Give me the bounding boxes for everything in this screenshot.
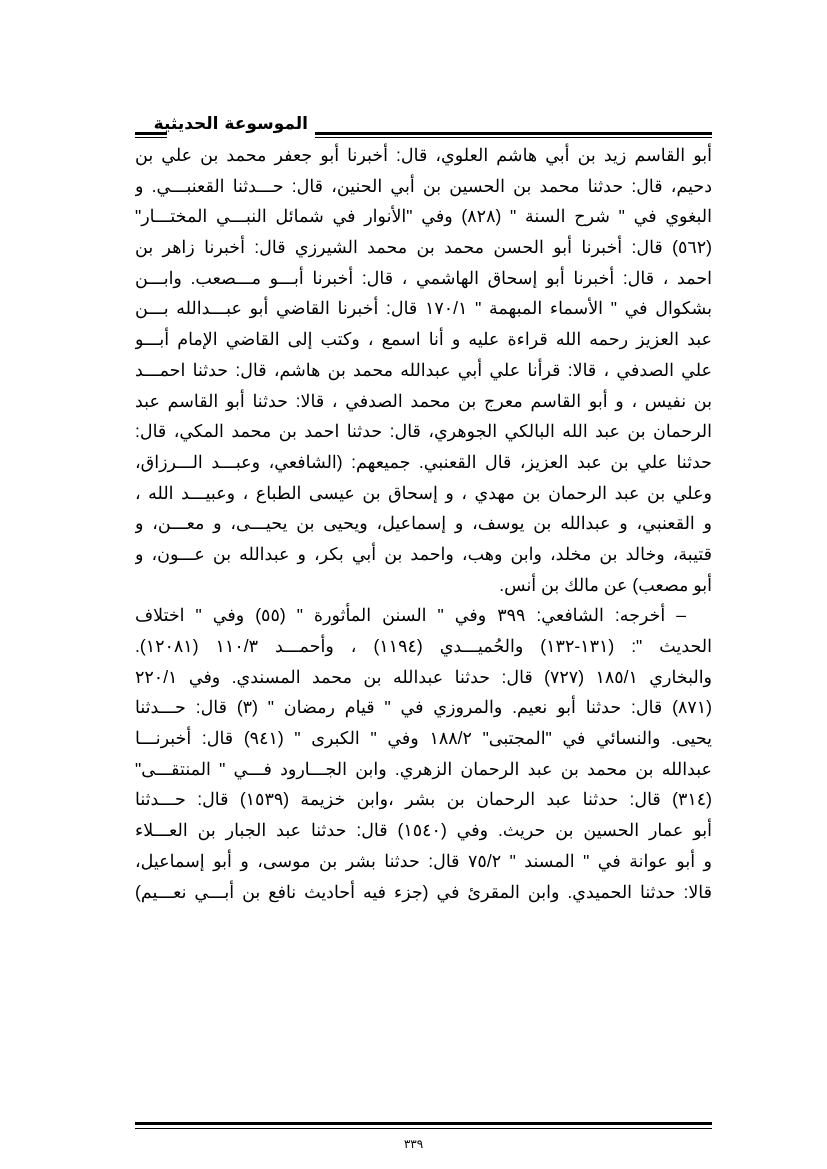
text-line: عبد العزيز رحمه الله قراءة عليه و أنا اسمع ، وكتب إلى القاضي الإمام أبـــو (135, 329, 712, 350)
text-line: و أبو عوانة في " المسند " ٧٥/٢ قال: حدثنا بشر بن موسى، و أبو إسماعيل، (135, 850, 712, 871)
text-line: عبدالله بن محمد بن عبد الرحمان الزهري. وابن الجـــارود فـــي " المنتقـــى" (135, 758, 712, 779)
text-line: بن نفيس ، و أبو القاسم معرج بن محمد الصدفي ، قالا: حدثنا أبو القاسم عبد (135, 390, 712, 411)
text-line: قالا: حدثنا الحميدي. وابن المقرئ في (جزء فيه أحاديث نافع بن أبـــي نعـــيم) (135, 881, 712, 902)
header-rule-long-thin (315, 137, 712, 138)
text-line: دحيم، قال: حدثنا محمد بن الحسين بن أبي الحنين، قال: حـــدثنا القعنبـــي. و (135, 175, 712, 196)
text-line: أبو القاسم زيد بن أبي هاشم العلوي، قال: أخبرنا أبو جعفر محمد بن علي بن (135, 145, 712, 165)
footer-rule (135, 1122, 712, 1125)
running-header (135, 112, 712, 142)
header-rule-short-thin (135, 137, 167, 138)
text-line: الرحمان بن عبد الله البالكي الجوهري، قال: حدثنا احمد بن محمد المكي، قال: (135, 421, 712, 442)
text-line: و القعنبي، و عبدالله بن يوسف، و إسماعيل، ويحيى بن يحيـــى، و معـــن، و (135, 513, 712, 534)
text-line: وعلي بن عبد الرحمان بن مهدي ، و إسحاق بن عيسى الطباع ، وعبيـــد الله ، (135, 482, 712, 503)
header-rule-long (315, 132, 712, 135)
header-title: الموسوعة الحديثية (153, 114, 308, 134)
text-line: احمد ، قال: أخبرنا أبو إسحاق الهاشمي ، قال: أخبرنا أبـــو مـــصعب. وابـــن (135, 267, 712, 288)
text-line: يحيى. والنسائي في "المجتبى" ١٨٨/٢ وفي " الكبرى " (٩٤١) قال: أخبرنـــا (135, 728, 712, 749)
text-line: الحديث ": (١٣١-١٣٢) والحُميـــدي (١١٩٤) ، وأحمـــد ١١٠/٣ (١٢٠٨١). (135, 636, 712, 656)
text-line: أبو مصعب) عن مالك بن أنس. (499, 574, 712, 595)
text-line: – أخرجه: الشافعي: ٣٩٩ وفي " السنن المأثورة " (٥٥) وفي " اختلاف (135, 605, 686, 626)
text-line: (٣١٤) قال: حدثنا عبد الرحمان بن بشر ،وابن خزيمة (١٥٣٩) قال: حـــدثنا (135, 789, 712, 810)
text-line: (٥٦٢) قال: أخبرنا أبو الحسن محمد بن محمد الشيرزي قال: أخبرنا زاهر بن (135, 237, 712, 258)
text-line: أبو عمار الحسين بن حريث. وفي (١٥٤٠) قال: حدثنا عبد الجبار بن العـــلاء (135, 820, 712, 841)
text-line: حدثنا علي بن عبد العزيز، قال القعنبي. جميعهم: (الشافعي، وعبـــد الـــرزاق، (135, 451, 712, 472)
text-line: علي الصدفي ، قالا: قرأنا علي أبي عبدالله محمد بن هاشم، قال: حدثنا احمـــد (135, 359, 712, 380)
text-line: والبخاري ١٨٥/١ (٧٢٧) قال: حدثنا عبدالله بن محمد المسندي. وفي ٢٢٠/١ (135, 666, 712, 687)
page-body-text (135, 140, 712, 907)
text-line: بشكوال في " الأسماء المبهمة " ١٧٠/١ قال: أخبرنا القاضي أبو عبـــدالله بـــن (135, 298, 712, 319)
text-line: قتيبة، وخالد بن مخلد، وابن وهب، واحمد بن أبي بكر، و عبدالله بن عـــون، و (135, 543, 712, 564)
footer-rule-thin (135, 1128, 712, 1129)
page-number: ٣٣٩ (403, 1137, 424, 1151)
text-line: البغوي في " شرح السنة " (٨٢٨) وفي "الأنوار في شمائل النبـــي المختـــار" (135, 206, 712, 227)
text-line: (٨٧١) قال: حدثنا أبو نعيم. والمروزي في " قيام رمضان " (٣) قال: حـــدثنا (135, 697, 712, 718)
